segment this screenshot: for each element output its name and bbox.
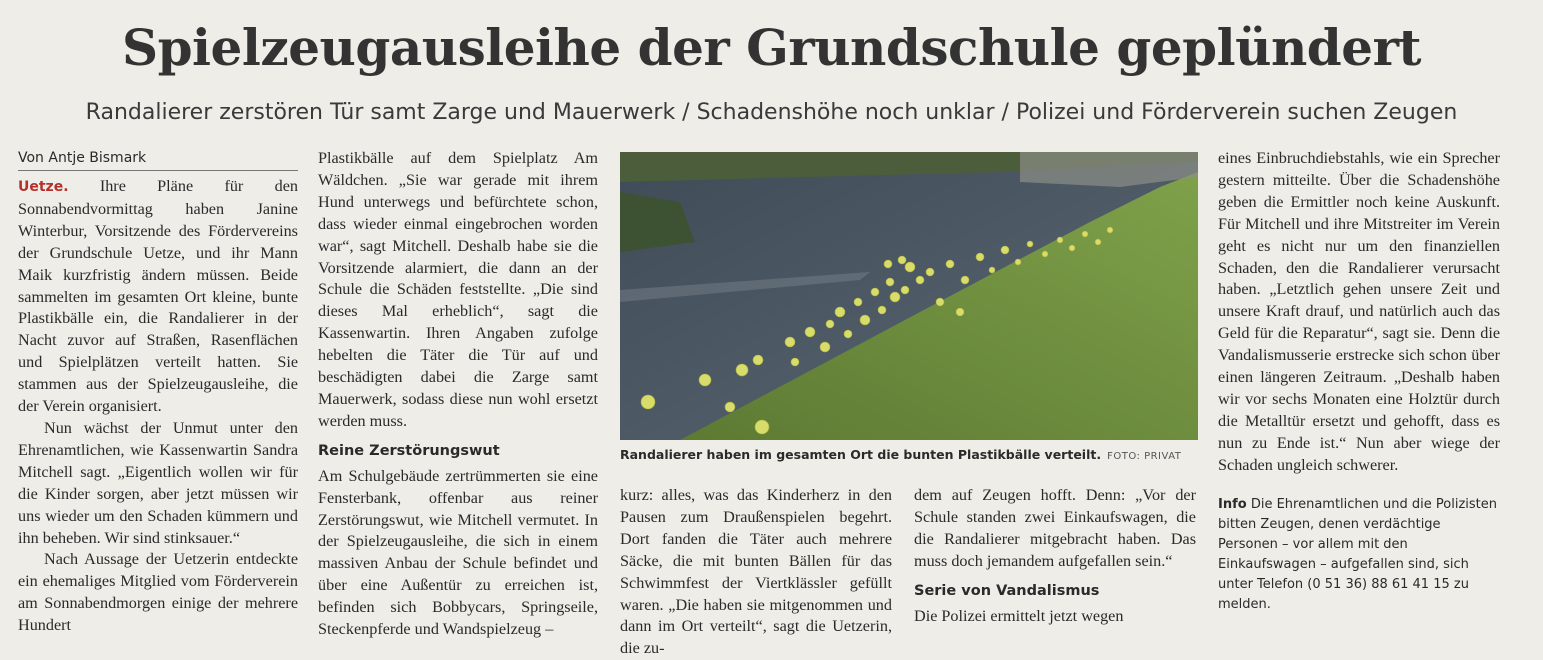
location-tag: Uetze. — [18, 179, 69, 195]
paragraph-text: Ihre Pläne für den Sonnabendvormittag haben Janine Winterbur, Vorsitzende des Fördervereins der Grundschule Uetze, und ihr Mann Maik kurzfristig ändern müssen. Beide sammelten im gesamten Ort kleine, bunte Plastikbälle ein, die Randalierer in der Nacht zuvor auf Straßen, Rasenflächen und Spielplätzen verteilt hatten. Sie stammen aus der Spielzeugausleihe, die der Verein organisiert. — [18, 177, 298, 416]
paragraph: eines Einbruchdiebstahls, wie ein Sprecher gestern mitteilte. Über die Schadenshöhe geben die Ermittler noch keine Auskunft. Für Mitchell und ihre Mitstreiter im Verein geht es nicht nur um den finanziellen Schaden, den die Randalierer verursacht haben. „Letztlich gehen unsere Zeit und unsere Kraft drauf, und natürlich auch das Geld für die Reparatur“, sagt sie. Denn die Vandalismusserie erstrecke sich schon über einen längeren Zeitraum. „Deshalb haben wir vor sechs Monaten eine Holztür durch die Metalltür ersetzt und gehofft, dass es nun zu Ende ist.“ Nun aber wiege der Schaden ungleich schwerer. — [1218, 149, 1500, 474]
paragraph: dem auf Zeugen hofft. Denn: „Vor der Schule standen zwei Einkaufswagen, die die Randalierer mitgebracht haben. Das muss doch jemandem aufgefallen sein.“ — [914, 486, 1196, 570]
article-column-5 — [1218, 148, 1500, 615]
paragraph: Plastikbälle auf dem Spielplatz Am Wäldchen. „Sie war gerade mit ihrem Hund unterwegs und befürchtete schon, dass wieder einmal eingebrochen worden war“, sagt Mitchell. Deshalb habe sie die Vorsitzende alarmiert, die dann an der Schule die Schäden feststellte. „Die sind dieses Mal erheblich“, sagt die Kassenwartin. Ihren Angaben zufolge hebelten die Täter die Tür auf und beschädigten dabei die Zarge samt Mauerwerk, sodass diese nun wohl ersetzt werden muss. — [318, 149, 598, 430]
caption-text: Randalierer haben im gesamten Ort die bunten Plastikbälle verteilt. — [620, 447, 1102, 462]
article-column-3 — [620, 485, 892, 660]
byline: Von Antje Bismark — [18, 148, 298, 171]
info-text: Die Ehrenamtlichen und die Polizisten bitten Zeugen, denen verdächtige Personen – vor allem mit den Einkaufswagen – aufgefallen sind, sich unter Telefon (0 51 36) 88 61 41 15 zu melden. — [1218, 496, 1497, 612]
info-label: Info — [1218, 496, 1247, 512]
paragraph: Nach Aussage der Uetzerin entdeckte ein ehemaliges Mitglied vom Förderverein am Sonnabendmorgen einige der mehrere Hundert — [18, 550, 298, 635]
article-column-2 — [318, 148, 598, 641]
article-photo — [620, 152, 1198, 440]
section-subheading: Reine Zerstörungswut — [318, 442, 500, 459]
photo-credit: FOTO: PRIVAT — [1107, 451, 1182, 462]
article-column-1 — [18, 148, 298, 637]
paragraph: Am Schulgebäude zertrümmerten sie eine Fensterbank, offenbar aus reiner Zerstörungswut, wie Mitchell vermutet. In der Spielzeugausleihe, die sich in einem massiven Anbau der Schule befindet und über eine Außentür zu erreichen ist, befinden sich Bobbycars, Springseile, Steckenpferde und Wandspielzeug – — [318, 466, 598, 639]
photo-balls-on-grass — [620, 152, 1198, 440]
article-headline: Spielzeugausleihe der Grundschule geplündert — [121, 18, 1422, 77]
paragraph: kurz: alles, was das Kinderherz in den Pausen zum Draußenspielen begehrt. Dort fanden die Täter auch mehrere Säcke, die mit bunten Bällen für das Schwimmfest der Viertklässler gefüllt waren. „Die haben sie mitgenommen und dann im Ort verteilt“, sagt die Uetzerin, die zu- — [620, 486, 892, 658]
section-subheading: Serie von Vandalismus — [914, 582, 1100, 599]
paragraph: Die Polizei ermittelt jetzt wegen — [914, 606, 1124, 625]
paragraph — [18, 176, 298, 418]
paragraph: Nun wächst der Unmut unter den Ehrenamtlichen, wie Kassenwartin Sandra Mitchell sagt. „Eigentlich wollen wir für die Kinder sorgen, aber jetzt müssen wir uns wieder um den Schaden kümmern und ihn beheben. Wir sind stinksauer.“ — [18, 418, 298, 547]
article-column-4 — [914, 485, 1196, 627]
info-box — [1218, 495, 1500, 615]
article-subheadline: Randalierer zerstören Tür samt Zarge und Mauerwerk / Schadenshöhe noch unklar / Polizei und Förderverein suchen Zeugen — [85, 100, 1458, 125]
photo-caption — [620, 447, 1200, 462]
